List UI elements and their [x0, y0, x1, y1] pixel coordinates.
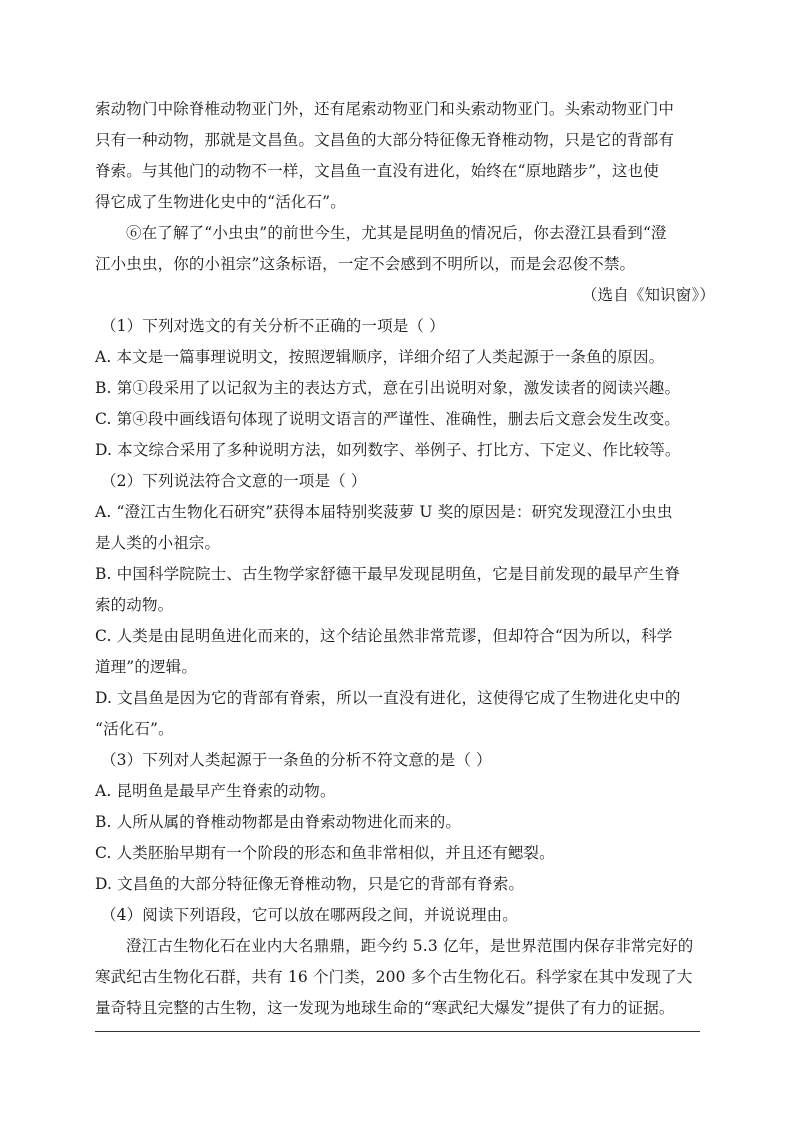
option-b: B. 中国科学院院士、古生物学家舒德干最早发现昆明鱼，它是目前发现的最早产生脊: [95, 565, 681, 583]
option-c: C. 第④段中画线语句体现了说明文语言的严谨性、准确性，删去后文意会发生改变。: [95, 410, 681, 428]
option-a: A. 昆明鱼是最早产生脊索的动物。: [95, 782, 336, 800]
excerpt-line: 寒武纪古生物化石群，共有 16 个门类，200 多个古生物化石。科学家在其中发现了大: [95, 968, 693, 986]
option-c-continued: 道理”的逻辑。: [95, 658, 197, 676]
paragraph-6-line: ⑥在了解了“小虫虫”的前世今生，尤其是昆明鱼的情况后，你去澄江县看到“澄: [126, 224, 667, 242]
question-4-stem: （4）阅读下列语段，它可以放在哪两段之间，并说说理由。: [101, 906, 518, 924]
question-2-stem: （2）下列说法符合文意的一项是（ ）: [101, 472, 367, 490]
source-citation: （选自《知识窗》）: [581, 286, 715, 304]
option-d: D. 本文综合采用了多种说明方法，如列数字、举例子、打比方、下定义、作比较等。: [95, 441, 681, 459]
option-c: C. 人类胚胎早期有一个阶段的形态和鱼非常相似，并且还有鳃裂。: [95, 844, 555, 862]
option-a: A. “澄江古生物化石研究”获得本届特别奖菠萝 U 奖的原因是：研究发现澄江小虫虫: [95, 503, 673, 521]
excerpt-line: 量奇特且完整的古生物，这一发现为地球生命的“寒武纪大爆发”提供了有力的证据。: [95, 999, 675, 1017]
option-b-continued: 索的动物。: [95, 596, 174, 614]
question-1-stem: （1）下列对选文的有关分析不正确的一项是（ ）: [101, 317, 445, 335]
question-3-stem: （3）下列对人类起源于一条鱼的分析不符文意的是（ ）: [101, 751, 492, 769]
passage-line: 脊索。与其他门的动物不一样，文昌鱼一直没有进化，始终在“原地踏步”，这也使: [95, 162, 659, 180]
answer-blank-line[interactable]: [95, 1031, 700, 1032]
option-d: D. 文昌鱼的大部分特征像无脊椎动物，只是它的背部有脊索。: [95, 875, 525, 893]
paragraph-6-line: 江小虫虫，你的小祖宗”这条标语，一定不会感到不明所以，而是会忍俊不禁。: [95, 255, 636, 273]
option-a: A. 本文是一篇事理说明文，按照逻辑顺序，详细介绍了人类起源于一条鱼的原因。: [95, 348, 665, 366]
document-page: [95, 94, 715, 1024]
option-d-continued: “活化石”。: [95, 720, 174, 738]
passage-line: 得它成了生物进化史中的“活化石”。: [95, 193, 346, 211]
option-c: C. 人类是由昆明鱼进化而来的，这个结论虽然非常荒谬，但却符合“因为所以，科学: [95, 627, 673, 645]
option-a-continued: 是人类的小祖宗。: [95, 534, 221, 552]
option-d: D. 文昌鱼是因为它的背部有脊索，所以一直没有进化，这使得它成了生物进化史中的: [95, 689, 681, 707]
passage-line: 索动物门中除脊椎动物亚门外，还有尾索动物亚门和头索动物亚门。头索动物亚门中: [95, 100, 675, 118]
passage-line: 只有一种动物，那就是文昌鱼。文昌鱼的大部分特征像无脊椎动物，只是它的背部有: [95, 131, 675, 149]
excerpt-line: 澄江古生物化石在业内大名鼎鼎，距今约 5.3 亿年，是世界范围内保存非常完好的: [126, 937, 694, 955]
option-b: B. 人所从属的脊椎动物都是由脊索动物进化而来的。: [95, 813, 461, 831]
option-b: B. 第①段采用了以记叙为主的表达方式，意在引出说明对象，激发读者的阅读兴趣。: [95, 379, 681, 397]
